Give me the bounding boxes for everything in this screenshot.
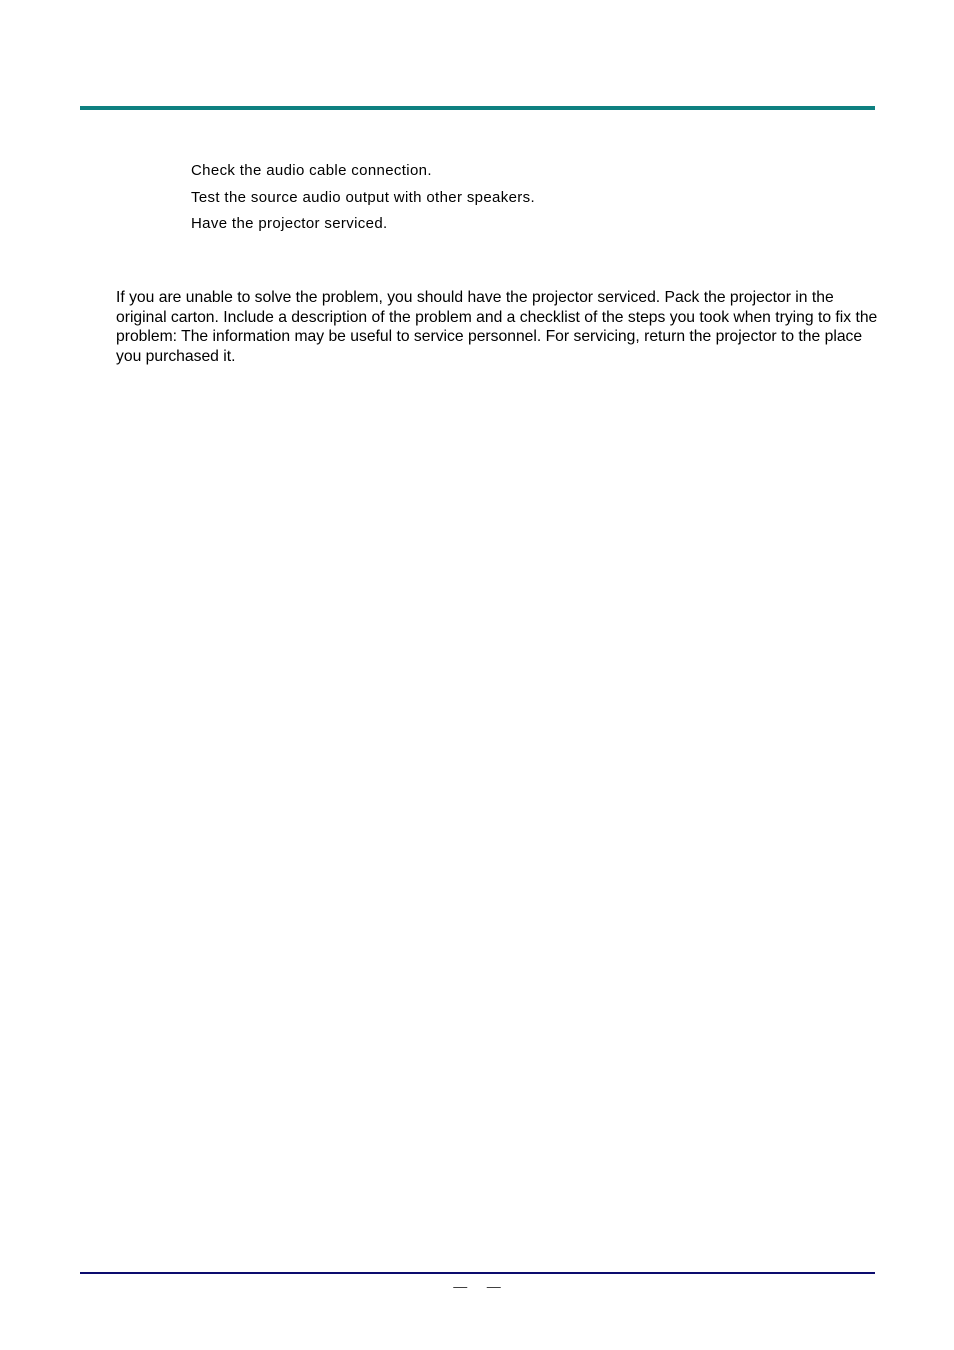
list-item: Test the source audio output with other speakers. [191, 188, 536, 206]
footer-rule [80, 1272, 875, 1274]
list-item: Have the projector serviced. [191, 215, 388, 232]
audio-troubleshooting-list [191, 158, 535, 238]
header-rule [80, 106, 875, 110]
list-item: Check the audio cable connection. [191, 162, 432, 179]
page-number: — — [453, 1278, 501, 1294]
service-paragraph: If you are unable to solve the problem, you should have the projector serviced. Pack the projector in the original carton. Include a description of the problem and a checklist of the steps you took when trying to fix the problem: The information may be useful to service personnel. For servicing, return the projector to the place you purchased it. [116, 289, 878, 366]
